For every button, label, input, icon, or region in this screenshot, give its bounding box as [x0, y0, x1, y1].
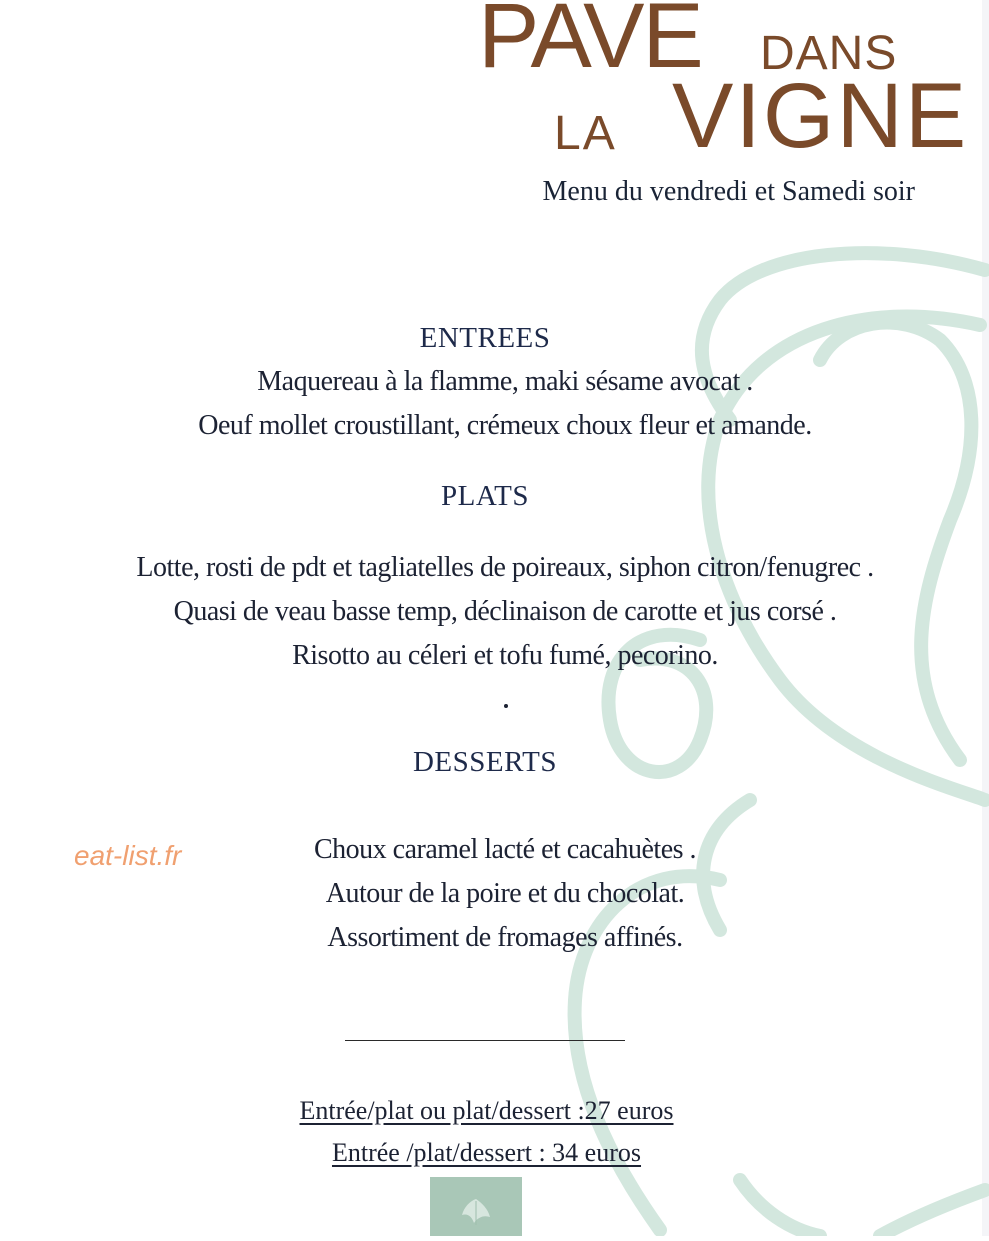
divider-line — [345, 1040, 625, 1041]
menu-item: Choux caramel lacté et cacahuètes . — [313, 834, 697, 865]
menu-item: Lotte, rosti de pdt et tagliatelles de poireaux, siphon citron/fenugrec . — [136, 552, 874, 583]
separator-dot — [504, 704, 508, 708]
menu-item: Oeuf mollet croustillant, crémeux choux fleur et amande. — [198, 410, 812, 441]
logo-word-la: LA — [554, 107, 617, 160]
menu-item: Risotto au céleri et tofu fumé, pecorino. — [292, 640, 718, 671]
price-line: Entrée /plat/dessert : 34 euros — [331, 1138, 642, 1167]
watermark-text: eat-list.fr — [74, 840, 182, 871]
section-title-entrees: ENTREES — [419, 322, 551, 354]
vine-leaf-icon — [430, 1177, 522, 1236]
menu-item: Autour de la poire et du chocolat. — [325, 878, 685, 909]
menu-item: Assortiment de fromages affinés. — [327, 922, 683, 953]
leaf-logo-badge — [430, 1177, 522, 1236]
logo-word-pave: PAVE — [478, 0, 702, 87]
logo-word-dans: DANS — [760, 27, 898, 80]
logo-word-vigne: VIGNE — [672, 65, 969, 167]
section-title-plats: PLATS — [441, 480, 529, 512]
menu-item: Maquereau à la flamme, maki sésame avocat . — [257, 366, 753, 397]
price-line: Entrée/plat ou plat/dessert :27 euros — [299, 1096, 674, 1125]
restaurant-logo — [470, 0, 970, 170]
menu-subtitle: Menu du vendredi et Samedi soir — [542, 176, 915, 207]
menu-item: Quasi de veau basse temp, déclinaison de carotte et jus corsé . — [173, 596, 837, 627]
section-title-desserts: DESSERTS — [412, 746, 558, 778]
